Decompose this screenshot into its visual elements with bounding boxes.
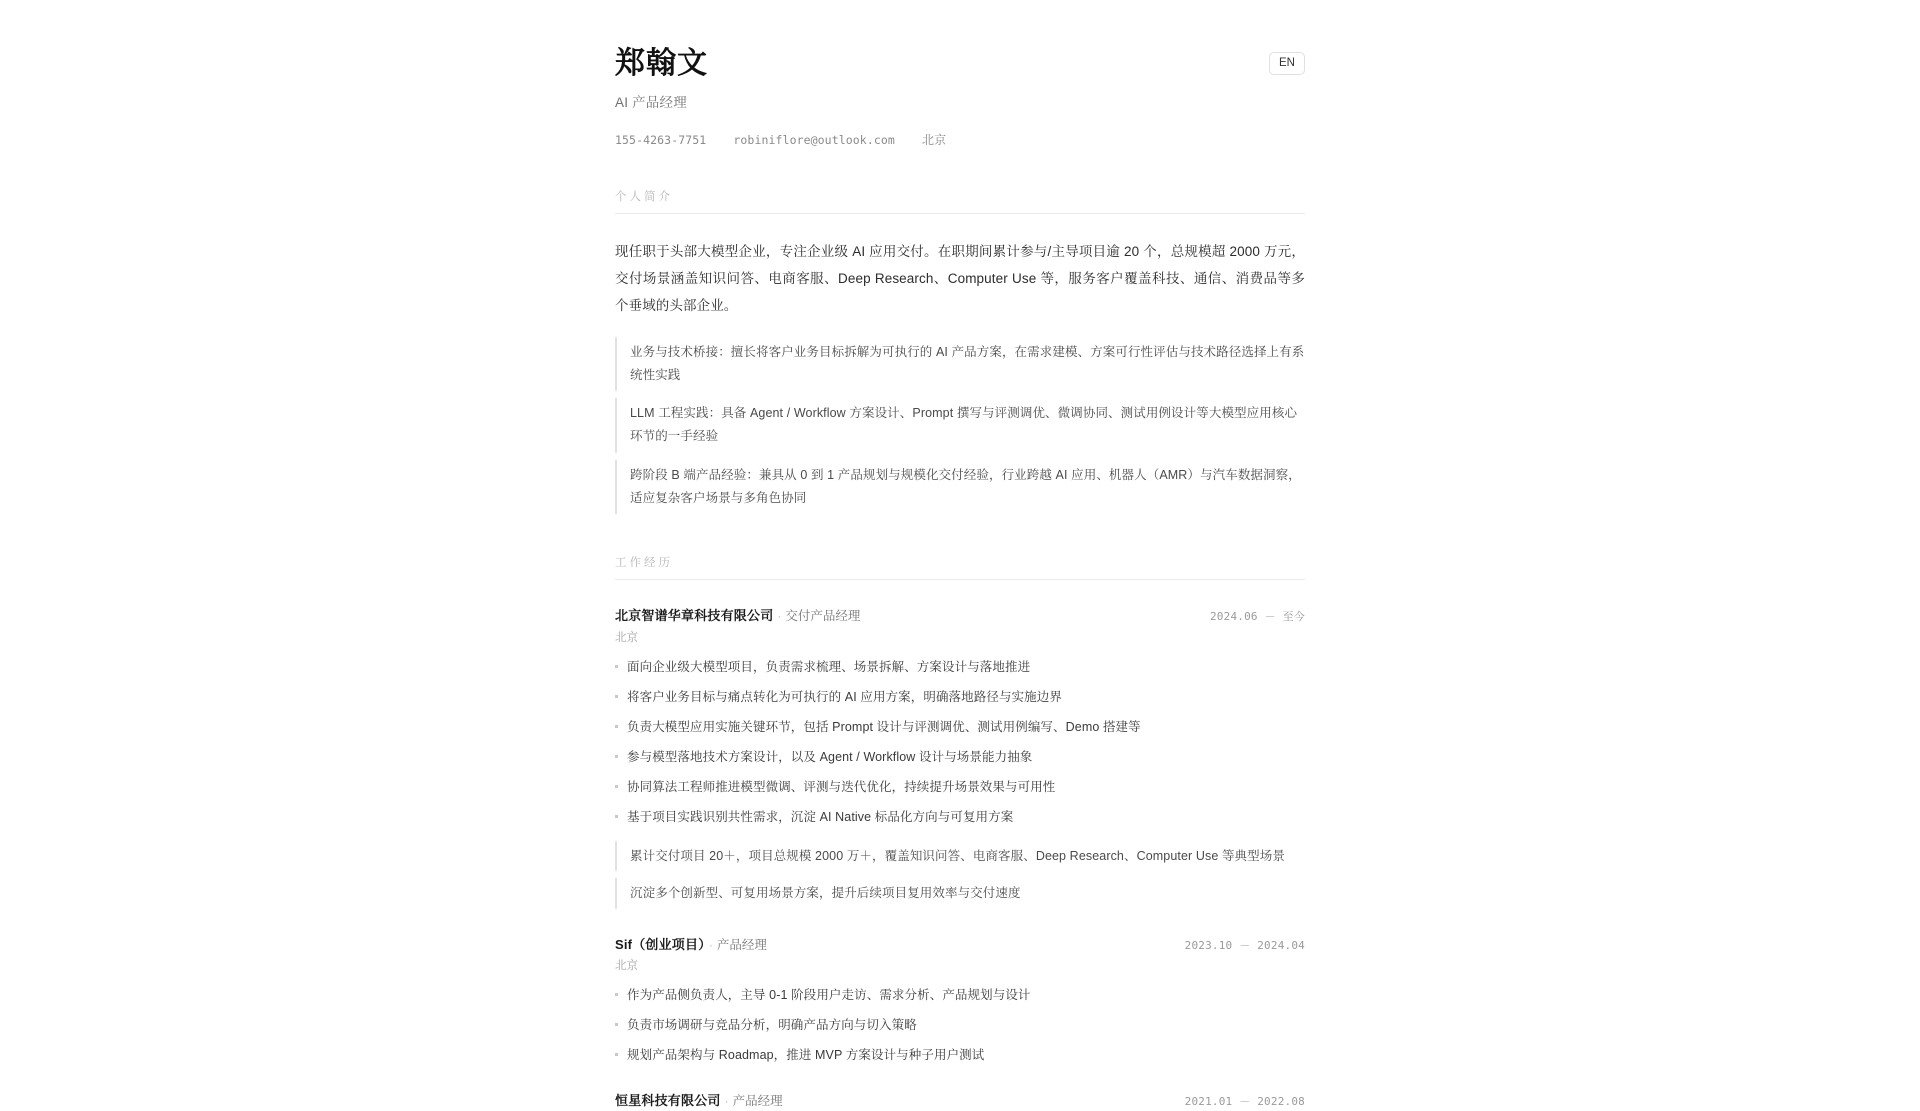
section-title-summary: 个人简介 [615, 191, 673, 203]
title-separator: · [708, 937, 713, 952]
email-address[interactable]: robiniflore@outlook.com [733, 133, 895, 147]
employment-dates: 2023.10 － 2024.04 [1184, 938, 1305, 952]
responsibility-list [615, 657, 1305, 827]
achievement-block: 沉淀多个创新型、可复用场景方案，提升后续项目复用效率与交付速度 [615, 878, 1305, 909]
job-role: 产品经理 [716, 937, 767, 952]
list-item: 面向企业级大模型项目，负责需求梳理、场景拆解、方案设计与落地推进 [615, 657, 1305, 677]
title-separator: · [777, 608, 782, 623]
experience-entry-header [615, 935, 1305, 955]
resume-header [615, 46, 1305, 148]
section-title-experience: 工作经历 [615, 556, 673, 569]
company-name: 北京智谱华章科技有限公司 [615, 607, 774, 623]
list-item: 规划产品架构与 Roadmap，推进 MVP 方案设计与种子用户测试 [615, 1045, 1305, 1065]
language-toggle-button[interactable]: EN [1269, 52, 1305, 75]
company-name: Sif（创业项目） [615, 936, 705, 952]
phone-number[interactable]: 155-4263-7751 [615, 133, 707, 147]
experience-entry-title [615, 935, 767, 955]
page-title: 郑翰文 [615, 47, 708, 80]
highlight-block: LLM 工程实践：具备 Agent / Workflow 方案设计、Prompt 撰写与评测调优、微调协同、测试用例设计等大模型应用核心环节的一手经验 [615, 398, 1305, 452]
job-role: 产品经理 [732, 1094, 783, 1109]
job-role: 交付产品经理 [785, 608, 861, 623]
experience-entry [615, 935, 1305, 1066]
responsibility-list [615, 985, 1305, 1065]
section-divider-experience [615, 579, 1305, 580]
company-name: 恒星科技有限公司 [615, 1093, 721, 1109]
list-item: 基于项目实践识别共性需求，沉淀 AI Native 标品化方向与可复用方案 [615, 807, 1305, 827]
section-experience [615, 554, 1305, 1111]
list-item: 作为产品侧负责人，主导 0-1 阶段用户走访、需求分析、产品规划与设计 [615, 985, 1305, 1005]
job-location: 北京 [615, 960, 638, 973]
list-item: 负责市场调研与竞品分析，明确产品方向与切入策略 [615, 1015, 1305, 1035]
contact-line [615, 131, 1305, 148]
summary-highlight-list [615, 337, 1305, 514]
experience-entry-title [615, 1091, 783, 1111]
achievement-block: 累计交付项目 20＋，项目总规模 2000 万＋，覆盖知识问答、电商客服、Deep Research、Computer Use 等典型场景 [615, 841, 1305, 872]
list-item: 参与模型落地技术方案设计，以及 Agent / Workflow 设计与场景能力抽象 [615, 747, 1305, 767]
experience-entry-header [615, 606, 1305, 626]
experience-entry-header [615, 1091, 1305, 1111]
section-divider-summary [615, 213, 1305, 214]
job-location: 北京 [615, 631, 638, 644]
experience-entry-title [615, 606, 860, 626]
experience-entry [615, 606, 1305, 909]
summary-paragraph: 现任职于头部大模型企业，专注企业级 AI 应用交付。在职期间累计参与/主导项目逾 20 个，总规模超 2000 万元，交付场景涵盖知识问答、电商客服、Deep Research、Computer Use 等，服务客户覆盖科技、通信、消费品等多个垂域的头部企业。 [615, 244, 1305, 313]
experience-entry [615, 1091, 1305, 1111]
resume-page [615, 0, 1305, 1111]
name-row [615, 46, 1305, 82]
location-city: 北京 [921, 133, 947, 147]
list-item: 协同算法工程师推进模型微调、评测与迭代优化，持续提升场景效果与可用性 [615, 777, 1305, 797]
highlight-block: 跨阶段 B 端产品经验：兼具从 0 到 1 产品规划与规模化交付经验，行业跨越 AI 应用、机器人（AMR）与汽车数据洞察，适应复杂客户场景与多角色协同 [615, 460, 1305, 514]
achievement-list [615, 841, 1305, 909]
section-summary [615, 188, 1305, 514]
list-item: 将客户业务目标与痛点转化为可执行的 AI 应用方案，明确落地路径与实施边界 [615, 687, 1305, 707]
employment-dates: 2024.06 － 至今 [1209, 609, 1305, 623]
job-title-subtitle: AI 产品经理 [615, 95, 687, 110]
employment-dates: 2021.01 － 2022.08 [1184, 1095, 1305, 1109]
list-item: 负责大模型应用实施关键环节，包括 Prompt 设计与评测调优、测试用例编写、Demo 搭建等 [615, 717, 1305, 737]
highlight-block: 业务与技术桥接：擅长将客户业务目标拆解为可执行的 AI 产品方案，在需求建模、方案可行性评估与技术路径选择上有系统性实践 [615, 337, 1305, 391]
title-separator: · [724, 1094, 729, 1109]
